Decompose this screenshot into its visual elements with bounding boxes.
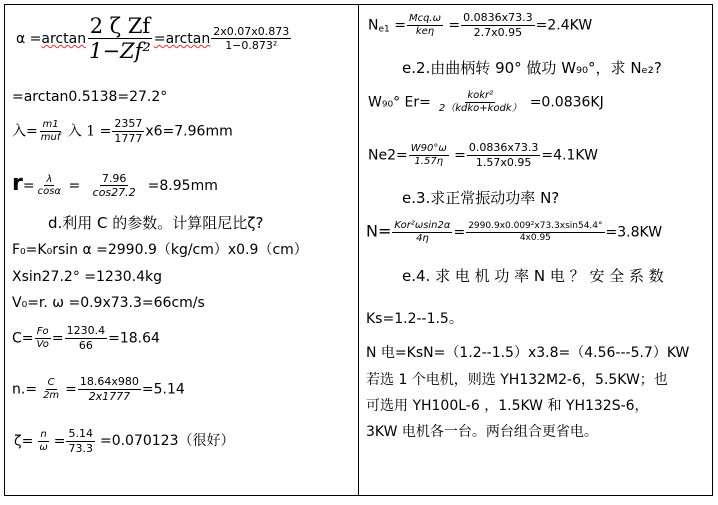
formula-text: =4.1KW xyxy=(541,147,598,164)
fraction xyxy=(87,14,153,64)
body-text: 3KW 电机各一台。两台组合更省电。 xyxy=(366,424,598,440)
fraction xyxy=(65,325,108,352)
fraction xyxy=(36,174,63,199)
section-heading: e.2.由曲柄转 90° 做功 W₉₀°，求 Nₑ₂? xyxy=(402,59,662,77)
formula-text: C= xyxy=(12,330,34,347)
formula-text: = xyxy=(53,433,66,450)
numerator: m1 xyxy=(42,119,59,131)
formula-text: Ne2= xyxy=(368,147,408,164)
formula-subscript: e1 xyxy=(378,24,390,35)
formula-alpha xyxy=(16,14,292,64)
denominator: keη xyxy=(415,25,435,37)
formula-text: W₉₀° Er= xyxy=(368,94,431,111)
formula-r xyxy=(12,172,218,199)
formula-text: = xyxy=(449,147,466,164)
formula-text: ζ= xyxy=(14,433,34,450)
denominator: cos27.2 xyxy=(92,186,136,200)
formula-line: V₀=r. ω =0.9x73.3=66cm/s xyxy=(12,295,205,311)
numerator: C xyxy=(47,377,55,389)
formula-text: = xyxy=(65,381,77,398)
denominator: 66 xyxy=(78,338,93,352)
fraction xyxy=(91,173,138,200)
column-divider xyxy=(358,4,359,496)
formula-text: = xyxy=(389,17,406,34)
numerator: 18.64x980 xyxy=(79,375,139,388)
fraction xyxy=(407,13,443,38)
fraction xyxy=(112,118,144,145)
section-heading: d.利用 C 的参数。计算阻尼比ζ? xyxy=(48,214,264,232)
fraction xyxy=(437,90,524,115)
formula-lambda xyxy=(12,118,233,145)
formula-text: α = xyxy=(16,31,42,48)
fraction xyxy=(392,220,452,245)
formula-text: = xyxy=(22,178,35,194)
numerator: 0.0836x73.3 xyxy=(468,141,539,154)
formula-text: arctan xyxy=(41,31,87,48)
formula-text: = xyxy=(51,330,64,347)
formula-line: Xsin27.2° =1230.4kg xyxy=(12,269,162,285)
formula-text: r xyxy=(12,171,23,196)
denominator: 2（kdko+kodk） xyxy=(438,102,522,114)
denominator: cosα xyxy=(37,186,62,198)
fraction xyxy=(39,119,63,144)
numerator: kokr² xyxy=(467,90,494,101)
formula-text: =0.0836KJ xyxy=(529,94,604,111)
formula-line: Ks=1.2--1.5。 xyxy=(366,311,463,327)
body-text: 可选用 YH100L-6 ，1.5KW 和 YH132S-6， xyxy=(366,398,649,414)
formula-text: N xyxy=(368,17,379,34)
numerator: 2x0.07x0.873 xyxy=(213,24,290,38)
formula-text: =0.070123（很好） xyxy=(99,433,235,450)
fraction xyxy=(78,376,141,403)
numerator: n xyxy=(40,429,47,441)
formula-text: =18.64 xyxy=(108,330,160,347)
formula-zeta xyxy=(14,428,235,455)
formula-text: 入= xyxy=(12,123,38,140)
denominator: 1−Zf² xyxy=(89,39,151,64)
fraction xyxy=(409,143,449,168)
section-heading: e.3.求正常振动功率 N? xyxy=(402,189,560,207)
fraction xyxy=(461,12,535,39)
formula-text: 入 1 = xyxy=(63,123,112,140)
formula-text: = xyxy=(443,17,461,34)
denominator: 1777 xyxy=(114,131,143,145)
fraction xyxy=(41,377,61,402)
denominator: 2x1777 xyxy=(88,389,131,403)
denominator: 4x0.95 xyxy=(519,232,551,243)
numerator: Fo xyxy=(36,326,49,338)
formula-text: =5.14 xyxy=(141,381,185,398)
formula-text: N= xyxy=(366,221,392,241)
formula-line: =arctan0.5138=27.2° xyxy=(12,89,168,105)
formula-ne2 xyxy=(368,142,598,169)
section-heading: e.4. 求 电 机 功 率 N 电 ？ 安 全 系 数 xyxy=(402,267,664,285)
fraction xyxy=(66,428,95,455)
numerator: 1230.4 xyxy=(66,324,106,337)
formula-ne1 xyxy=(368,12,592,39)
numerator: W90°ω xyxy=(410,143,447,155)
numerator: 0.0836x73.3 xyxy=(463,11,533,24)
formula-w90 xyxy=(368,90,604,115)
formula-text: = xyxy=(64,178,85,194)
numerator: λ xyxy=(46,173,53,185)
numerator: 2990.9x0.009²x73.3xsin54.4° xyxy=(468,221,603,232)
denominator: Vo xyxy=(36,338,49,350)
numerator: Mcq.ω xyxy=(408,13,441,25)
numerator: 2 ζ Zf xyxy=(89,14,151,38)
formula-text: =arctan xyxy=(153,31,211,48)
body-text: 若选 1 个电机，则选 YH132M2-6，5.5KW；也 xyxy=(366,372,668,388)
denominator: 2m xyxy=(43,389,60,401)
formula-line: F₀=K₀rsin α =2990.9（kg/cm）x0.9（cm） xyxy=(12,242,308,258)
numerator: 2357 xyxy=(114,117,143,130)
fraction xyxy=(466,221,604,243)
numerator: Kor²ωsin2α xyxy=(394,220,451,231)
formula-text: = xyxy=(453,224,466,241)
formula-n xyxy=(12,376,185,403)
fraction xyxy=(37,429,49,454)
denominator: muf xyxy=(40,131,61,143)
fraction xyxy=(211,26,291,53)
formula-text: =3.8KW xyxy=(605,224,663,241)
numerator: 5.14 xyxy=(68,427,93,440)
formula-line: N 电=KsN=（1.2--1.5）x3.8=（4.56---5.7）KW xyxy=(366,345,690,361)
denominator: 4η xyxy=(416,232,429,244)
denominator: 1.57η xyxy=(414,155,444,167)
formula-text: =8.95mm xyxy=(147,178,218,194)
denominator: 73.3 xyxy=(68,441,93,455)
denominator: 1−0.873² xyxy=(225,39,278,53)
numerator: 7.96 xyxy=(101,171,127,185)
fraction xyxy=(35,326,51,351)
fraction xyxy=(467,142,541,169)
formula-text: =2.4KW xyxy=(535,17,593,34)
formula-text: n.= xyxy=(12,381,38,398)
formula-text: x6=7.96mm xyxy=(145,123,233,140)
denominator: ω xyxy=(39,441,48,453)
denominator: 1.57x0.95 xyxy=(475,155,532,169)
formula-c xyxy=(12,325,160,352)
denominator: 2.7x0.95 xyxy=(473,25,523,39)
formula-n-power xyxy=(366,220,662,245)
